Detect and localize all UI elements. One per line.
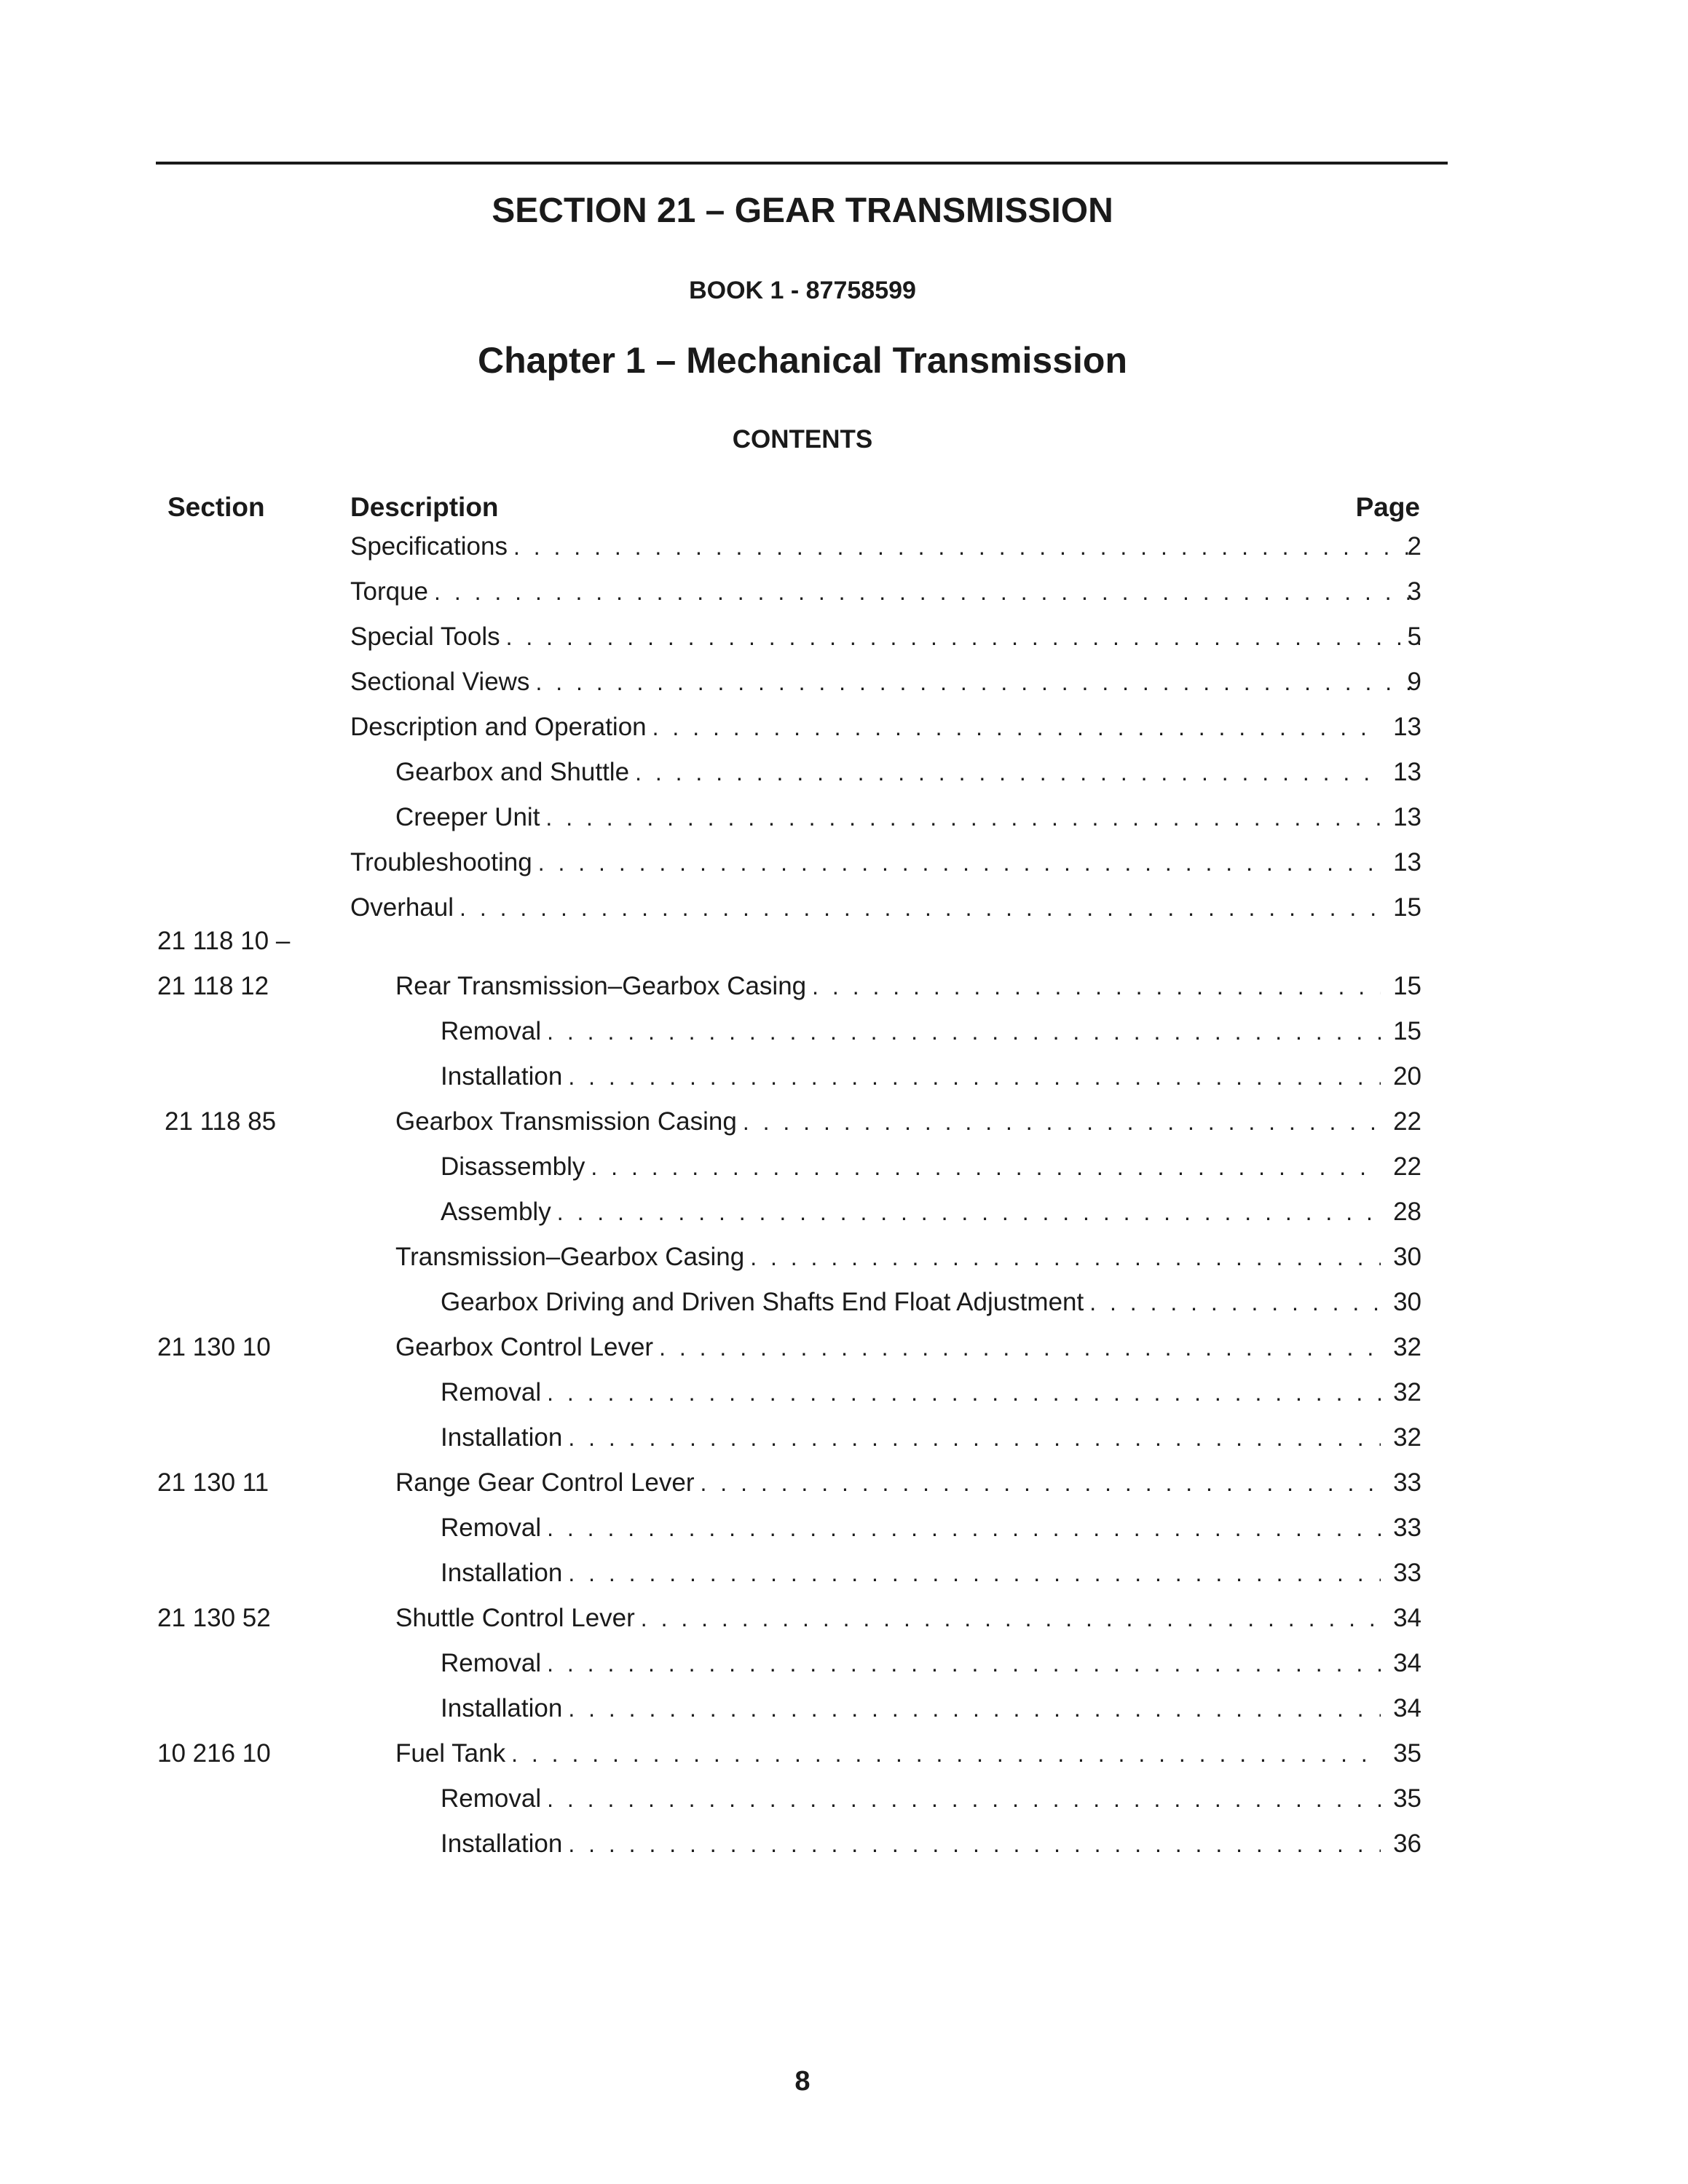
toc-page-number: 13	[1393, 713, 1421, 741]
dot-leader	[547, 1647, 1381, 1680]
toc-entry[interactable]	[395, 1737, 1381, 1770]
toc-entry[interactable]	[441, 1556, 1381, 1590]
toc-entry[interactable]	[441, 1647, 1381, 1680]
toc-row	[0, 1105, 1688, 1140]
contents-heading: CONTENTS	[732, 425, 873, 454]
toc-row	[0, 1692, 1688, 1727]
toc-row	[0, 1421, 1688, 1456]
toc-entry-title: Range Gear Control Lever	[395, 1468, 695, 1497]
toc-row	[0, 711, 1688, 745]
dot-leader	[513, 530, 1420, 563]
toc-entry-title: Installation	[441, 1559, 563, 1587]
toc-page-number: 33	[1393, 1514, 1421, 1542]
toc-page-number: 35	[1393, 1739, 1421, 1768]
toc-entry[interactable]	[441, 1060, 1381, 1093]
toc-entry-title: Gearbox Driving and Driven Shafts End Float Adjustment	[441, 1288, 1084, 1316]
toc-page-number: 35	[1393, 1784, 1421, 1813]
toc-page-number: 34	[1393, 1604, 1421, 1632]
column-header-page: Page	[1355, 492, 1420, 522]
toc-entry-title: Installation	[441, 1423, 563, 1452]
dot-leader	[506, 620, 1420, 654]
toc-page-number: 30	[1393, 1243, 1421, 1271]
dot-leader	[434, 575, 1420, 609]
dot-leader	[750, 1241, 1381, 1274]
toc-entry[interactable]	[441, 1195, 1381, 1229]
toc-page-number: 3	[1407, 577, 1421, 606]
toc-entry-title: Gearbox and Shuttle	[395, 758, 630, 786]
section-title: SECTION 21 – GEAR TRANSMISSION	[492, 191, 1113, 230]
toc-entry-title: Rear Transmission–Gearbox Casing	[395, 972, 807, 1000]
toc-page-number: 15	[1393, 1017, 1421, 1045]
toc-section-code: 21 130 11	[157, 1468, 269, 1497]
toc-entry[interactable]	[441, 1150, 1381, 1184]
toc-entry-title: Overhaul	[350, 893, 454, 922]
chapter-title: Chapter 1 – Mechanical Transmission	[478, 340, 1127, 381]
toc-entry[interactable]	[395, 1602, 1381, 1635]
toc-entry[interactable]	[350, 665, 1420, 699]
dot-leader	[547, 1376, 1381, 1409]
toc-row	[0, 1466, 1688, 1501]
toc-entry[interactable]	[395, 756, 1381, 789]
toc-section-code: 21 130 10	[157, 1333, 271, 1361]
toc-row	[0, 575, 1688, 610]
toc-page-number: 33	[1393, 1468, 1421, 1497]
toc-entry-title: Transmission–Gearbox Casing	[395, 1243, 745, 1271]
toc-row	[0, 891, 1688, 926]
toc-row	[0, 1195, 1688, 1230]
toc-page-number: 13	[1393, 848, 1421, 877]
toc-row	[0, 1602, 1688, 1637]
toc-entry[interactable]	[395, 970, 1381, 1003]
toc-section-code: 21 130 52	[157, 1604, 271, 1632]
dot-leader	[535, 665, 1420, 699]
dot-leader	[743, 1105, 1381, 1139]
toc-section-code: 10 216 10	[157, 1739, 271, 1768]
toc-page-number: 36	[1393, 1829, 1421, 1858]
dot-leader	[547, 1782, 1381, 1816]
toc-page-number: 34	[1393, 1694, 1421, 1722]
toc-row	[0, 1511, 1688, 1546]
toc-entry-title: Installation	[441, 1062, 563, 1091]
toc-row	[0, 620, 1688, 655]
toc-page-number: 32	[1393, 1423, 1421, 1452]
toc-section-code: 21 118 10 –	[157, 927, 291, 955]
toc-entry-title: Removal	[441, 1514, 542, 1542]
column-header-description: Description	[350, 492, 499, 522]
toc-entry-title: Creeper Unit	[395, 803, 540, 831]
toc-entry[interactable]	[395, 1105, 1381, 1139]
dot-leader	[1089, 1286, 1381, 1319]
dot-leader	[659, 1331, 1381, 1364]
toc-row	[0, 1827, 1688, 1862]
toc-row	[0, 756, 1688, 791]
toc-entry-title: Torque	[350, 577, 429, 606]
toc-entry[interactable]	[441, 1827, 1381, 1861]
toc-row	[0, 1331, 1688, 1366]
toc-page-number: 30	[1393, 1288, 1421, 1316]
toc-entry-title: Disassembly	[441, 1152, 585, 1181]
toc-page-number: 13	[1393, 758, 1421, 786]
toc-entry[interactable]	[350, 711, 1381, 744]
toc-entry-title: Troubleshooting	[350, 848, 532, 877]
toc-entry-title: Installation	[441, 1829, 563, 1858]
dot-leader	[591, 1150, 1381, 1184]
toc-row	[0, 530, 1688, 565]
toc-entry-title: Gearbox Transmission Casing	[395, 1107, 737, 1136]
toc-entry[interactable]	[441, 1286, 1381, 1319]
toc-entry[interactable]	[350, 891, 1381, 925]
dot-leader	[568, 1556, 1381, 1590]
toc-entry[interactable]	[395, 801, 1381, 834]
dot-leader	[701, 1466, 1381, 1500]
toc-page-number: 33	[1393, 1559, 1421, 1587]
toc-page-number: 13	[1393, 803, 1421, 831]
toc-entry[interactable]	[395, 1331, 1381, 1364]
dot-leader	[568, 1692, 1381, 1725]
dot-leader	[545, 801, 1381, 834]
dot-leader	[641, 1602, 1381, 1635]
toc-entry[interactable]	[350, 846, 1381, 879]
dot-leader	[511, 1737, 1381, 1770]
toc-entry-title: Specifications	[350, 532, 508, 561]
toc-row	[0, 1376, 1688, 1411]
toc-page-number: 32	[1393, 1333, 1421, 1361]
toc-entry-title: Assembly	[441, 1198, 551, 1226]
toc-row	[0, 665, 1688, 700]
dot-leader	[812, 970, 1381, 1003]
toc-page-number: 9	[1407, 668, 1421, 696]
toc-entry-title: Description and Operation	[350, 713, 647, 741]
toc-entry[interactable]	[441, 1692, 1381, 1725]
toc-row	[0, 1286, 1688, 1321]
toc-row	[0, 1556, 1688, 1591]
toc-entry[interactable]	[441, 1376, 1381, 1409]
toc-row	[0, 801, 1688, 836]
toc-page-number: 15	[1393, 972, 1421, 1000]
toc-entry-title: Installation	[441, 1694, 563, 1722]
toc-entry[interactable]	[441, 1015, 1381, 1048]
toc-entry-title: Shuttle Control Lever	[395, 1604, 635, 1632]
dot-leader	[547, 1015, 1381, 1048]
column-header-section: Section	[167, 492, 265, 522]
toc-row	[0, 846, 1688, 881]
toc-entry[interactable]	[441, 1782, 1381, 1816]
dot-leader	[568, 1421, 1381, 1455]
toc-entry-title: Sectional Views	[350, 668, 530, 696]
toc-entry-title: Removal	[441, 1784, 542, 1813]
toc-row	[0, 1647, 1688, 1682]
toc-page-number: 22	[1393, 1152, 1421, 1181]
dot-leader	[538, 846, 1381, 879]
dot-leader	[460, 891, 1381, 925]
toc-entry-title: Removal	[441, 1649, 542, 1677]
toc-entry[interactable]	[350, 575, 1420, 609]
toc-entry-title: Removal	[441, 1378, 542, 1406]
toc-entry-title: Gearbox Control Lever	[395, 1333, 654, 1361]
toc-section-code: 21 118 12	[157, 972, 269, 1000]
toc-section-code: 21 118 85	[165, 1107, 277, 1136]
dot-leader	[568, 1827, 1381, 1861]
dot-leader	[568, 1060, 1381, 1093]
toc-entry[interactable]	[395, 1241, 1381, 1274]
toc-entry-title: Removal	[441, 1017, 542, 1045]
toc-entry-title: Fuel Tank	[395, 1739, 506, 1768]
toc-page-number: 34	[1393, 1649, 1421, 1677]
toc-row	[0, 1060, 1688, 1095]
dot-leader	[547, 1511, 1381, 1545]
dot-leader	[557, 1195, 1381, 1229]
dot-leader	[635, 756, 1381, 789]
toc-entry[interactable]	[441, 1421, 1381, 1455]
toc-row	[0, 1015, 1688, 1050]
toc-row	[0, 927, 1688, 1005]
toc-row	[0, 1150, 1688, 1185]
toc-row	[0, 1782, 1688, 1817]
toc-row	[0, 1241, 1688, 1275]
toc-entry[interactable]	[350, 530, 1420, 563]
toc-page-number: 5	[1407, 622, 1421, 651]
dot-leader	[652, 711, 1381, 744]
page-number: 8	[794, 2066, 811, 2097]
toc-entry[interactable]	[350, 620, 1420, 654]
toc-entry[interactable]	[395, 1466, 1381, 1500]
toc-row	[0, 1737, 1688, 1772]
toc-page-number: 20	[1393, 1062, 1421, 1091]
toc-page-number: 28	[1393, 1198, 1421, 1226]
toc-page-number: 32	[1393, 1378, 1421, 1406]
toc-entry-title: Special Tools	[350, 622, 500, 651]
toc-page-number: 15	[1393, 893, 1421, 922]
toc-page-number: 2	[1407, 532, 1421, 561]
book-number: BOOK 1 - 87758599	[689, 277, 916, 304]
toc-page-number: 22	[1393, 1107, 1421, 1136]
toc-entry[interactable]	[441, 1511, 1381, 1545]
